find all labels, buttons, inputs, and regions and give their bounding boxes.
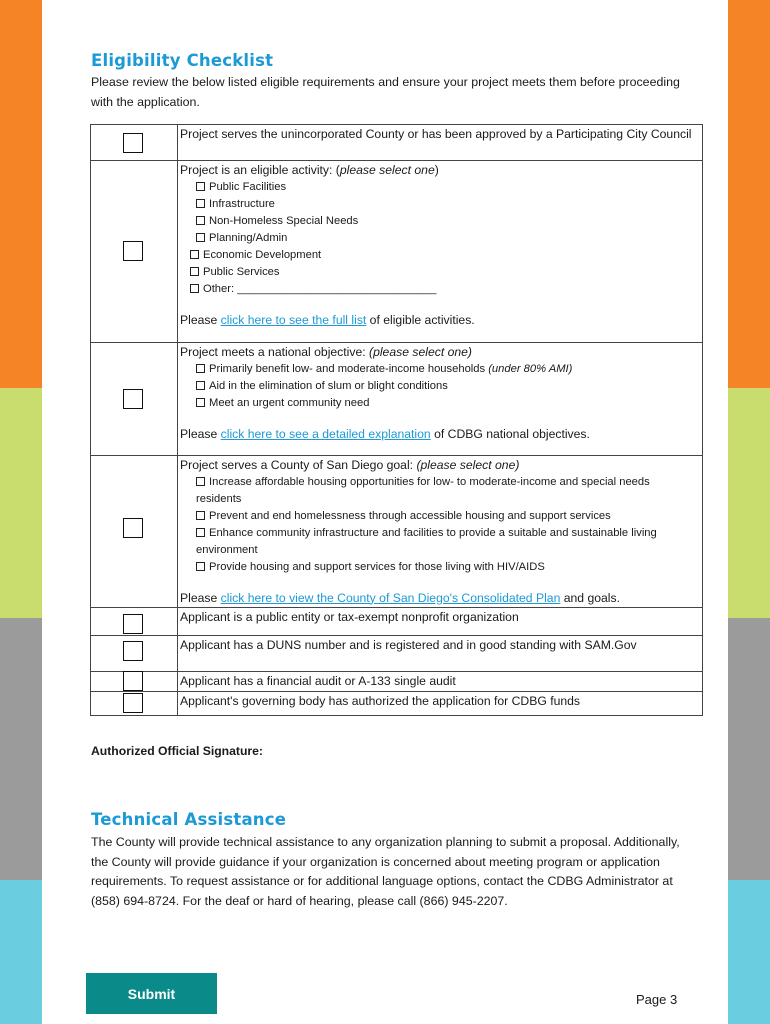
checkbox-duns-sam[interactable] [123,641,143,661]
option-label: Economic Development [203,248,322,261]
row-text: Project serves the unincorporated County or has been approved by a Participating City Council [178,125,703,161]
option-note: (under 80% AMI) [488,362,573,375]
small-checkbox-icon [196,511,205,520]
small-checkbox-icon [196,233,205,242]
small-checkbox-icon [196,477,205,486]
checklist-row [91,161,703,343]
checkbox-public-entity[interactable] [123,614,143,634]
option-infrastructure[interactable] [180,196,698,213]
row-lead: Project serves a County of San Diego goal: [180,458,417,472]
checklist-row [91,456,703,608]
link-suffix: of CDBG national objectives. [430,426,590,441]
option-label: Infrastructure [209,197,275,210]
checkbox-governing-body[interactable] [123,693,143,713]
option-low-moderate-income[interactable] [180,361,698,378]
small-checkbox-icon [196,528,205,537]
full-list-link[interactable]: click here to see the full list [220,312,367,327]
link-suffix: and goals. [560,590,620,605]
link-suffix: of eligible activities. [366,312,475,327]
row-text: Applicant is a public entity or tax-exempt nonprofit organization [178,608,703,636]
option-label: Primarily benefit low- and moderate-income households [209,362,489,375]
option-label: Increase affordable housing opportunities for low- to moderate-income and special needs residents [196,475,650,505]
technical-assistance-body: The County will provide technical assistance to any organization planning to submit a proposal. Additionally, the County will provide guidance if your organization is concerned about meeting program or application requirements. To request assistance or for additional language options, contact the CDBG Administrator at (858) 694-8724. For the deaf or hard of hearing, please call (866) 945-2207. [91,835,680,908]
option-label: Public Services [203,265,280,278]
eligibility-intro: Please review the below listed eligible requirements and ensure your project meets them before proceeding with the application. [91,75,680,109]
side-band-cyan-left [0,880,42,1024]
small-checkbox-icon [196,364,205,373]
checkbox-national-objective[interactable] [123,389,143,409]
row-text: Applicant has a DUNS number and is registered and in good standing with SAM.Gov [178,636,703,672]
option-other[interactable] [180,281,698,298]
row-text: Applicant's governing body has authorized the application for CDBG funds [178,692,703,716]
spacer [180,412,698,426]
small-checkbox-icon [190,284,199,293]
side-band-green-right [728,388,770,618]
option-label: Aid in the elimination of slum or blight conditions [209,379,448,392]
option-hiv-aids-housing[interactable] [180,559,698,576]
submit-button[interactable]: Submit [86,973,217,1014]
small-checkbox-icon [196,381,205,390]
checklist-row [91,672,703,692]
small-checkbox-icon [190,250,199,259]
side-band-gray-left [0,618,42,880]
side-band-green-left [0,388,42,618]
small-checkbox-icon [190,267,199,276]
option-slum-blight[interactable] [180,378,698,395]
option-affordable-housing[interactable] [180,474,698,508]
option-public-facilities[interactable] [180,179,698,196]
small-checkbox-icon [196,182,205,191]
option-label: Provide housing and support services for those living with HIV/AIDS [209,560,545,573]
option-label: Non-Homeless Special Needs [209,214,359,227]
eligibility-title: Eligibility Checklist [91,51,274,70]
checklist-row [91,636,703,672]
side-band-gray-right [728,618,770,880]
spacer [180,576,698,590]
option-label: Enhance community infrastructure and facilities to provide a suitable and sustainable living environment [196,526,657,556]
checklist-row [91,608,703,636]
side-band-orange-right [728,0,770,388]
authorized-signature-label: Authorized Official Signature: [91,744,263,758]
technical-assistance-title: Technical Assistance [91,810,287,829]
row-note: please select one [339,163,435,177]
option-planning-admin[interactable] [180,230,698,247]
small-checkbox-icon [196,199,205,208]
page-number: Page 3 [636,992,678,1007]
row-lead: Project is an eligible activity: ( [180,163,340,177]
row-note: (please select one) [369,345,472,359]
option-label: Other: ________________________________ [203,282,437,295]
spacer [180,298,698,312]
checkbox-county-goal[interactable] [123,518,143,538]
small-checkbox-icon [196,398,205,407]
option-economic-development[interactable] [180,247,698,264]
row-lead: Project meets a national objective: [180,345,370,359]
checkbox-eligible-activity[interactable] [123,241,143,261]
national-objectives-link[interactable]: click here to see a detailed explanation [220,426,431,441]
link-prefix: Please [180,590,221,605]
option-community-infrastructure[interactable] [180,525,698,559]
option-label: Prevent and end homelessness through accessible housing and support services [209,509,611,522]
checklist-row [91,343,703,456]
option-label: Meet an urgent community need [209,396,370,409]
checklist-row [91,125,703,161]
link-prefix: Please [180,426,221,441]
option-non-homeless[interactable] [180,213,698,230]
consolidated-plan-link[interactable]: click here to view the County of San Diego's Consolidated Plan [220,590,561,605]
option-public-services[interactable] [180,264,698,281]
side-band-cyan-right [728,880,770,1024]
checkbox-financial-audit[interactable] [123,671,143,691]
row-text: Applicant has a financial audit or A-133 single audit [178,672,703,692]
eligibility-checklist-table [90,124,703,716]
option-urgent-need[interactable] [180,395,698,412]
checkbox-county-served[interactable] [123,133,143,153]
option-label: Public Facilities [209,180,287,193]
option-label: Planning/Admin [209,231,288,244]
small-checkbox-icon [196,216,205,225]
small-checkbox-icon [196,562,205,571]
row-lead-end: ) [434,163,439,177]
link-prefix: Please [180,312,221,327]
checklist-row [91,692,703,716]
side-band-orange-left [0,0,42,388]
row-note: (please select one) [416,458,520,472]
option-end-homelessness[interactable] [180,508,698,525]
